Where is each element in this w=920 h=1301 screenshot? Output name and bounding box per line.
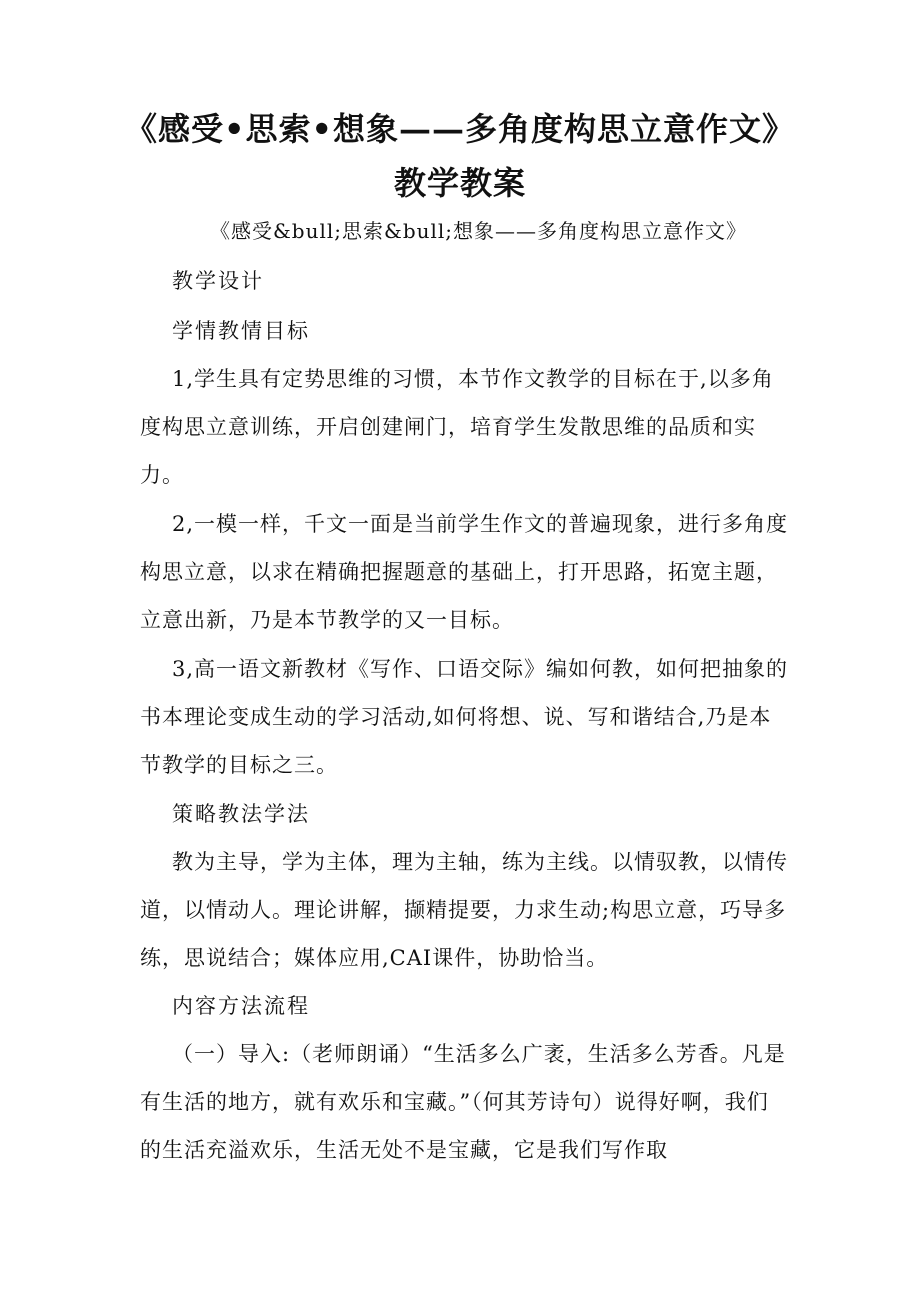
goal-paragraph-3: 3,高一语文新教材《写作、口语交际》编如何教，如何把抽象的书本理论变成生动的学习活动,如何将想、说、写和谐结合,乃是本节教学的目标之三。 [140,657,789,777]
document-subtitle: 《感受&bull;思索&bull;想象——多角度构思立意作文》 [210,219,748,243]
document-title-line-2: 教学教案 [393,164,526,202]
flow-paragraph: （一）导入:（老师朗诵）“生活多么广袤，生活多么芳香。凡是有生活的地方，就有欢乐和宝藏。”（何其芳诗句）说得好啊，我们的生活充溢欢乐，生活无处不是宝藏，它是我们写作取 [140,1042,786,1162]
section-heading-strategy: 策略教法学法 [172,802,310,826]
strategy-paragraph: 教为主导，学为主体，理为主轴，练为主线。以情驭教，以情传道，以情动人。理论讲解，撷精提要，力求生动;构思立意，巧导多练，思说结合；媒体应用,CAI课件，协助恰当。 [140,850,788,970]
goal-paragraph-2: 2,一模一样，千文一面是当前学生作文的普遍现象，进行多角度构思立意，以求在精确把握题意的基础上，打开思路，拓宽主题，立意出新，乃是本节教学的又一目标。 [140,512,789,632]
goal-paragraph-1: 1,学生具有定势思维的习惯，本节作文教学的目标在于,以多角度构思立意训练，开启创建闸门，培育学生发散思维的品质和实力。 [140,367,774,487]
section-heading-design: 教学设计 [172,269,264,293]
document-title-line-1: 《感受•思索•想象——多角度构思立意作文》 [125,110,795,148]
section-heading-goals: 学情教情目标 [172,319,310,343]
section-heading-flow: 内容方法流程 [172,994,310,1018]
